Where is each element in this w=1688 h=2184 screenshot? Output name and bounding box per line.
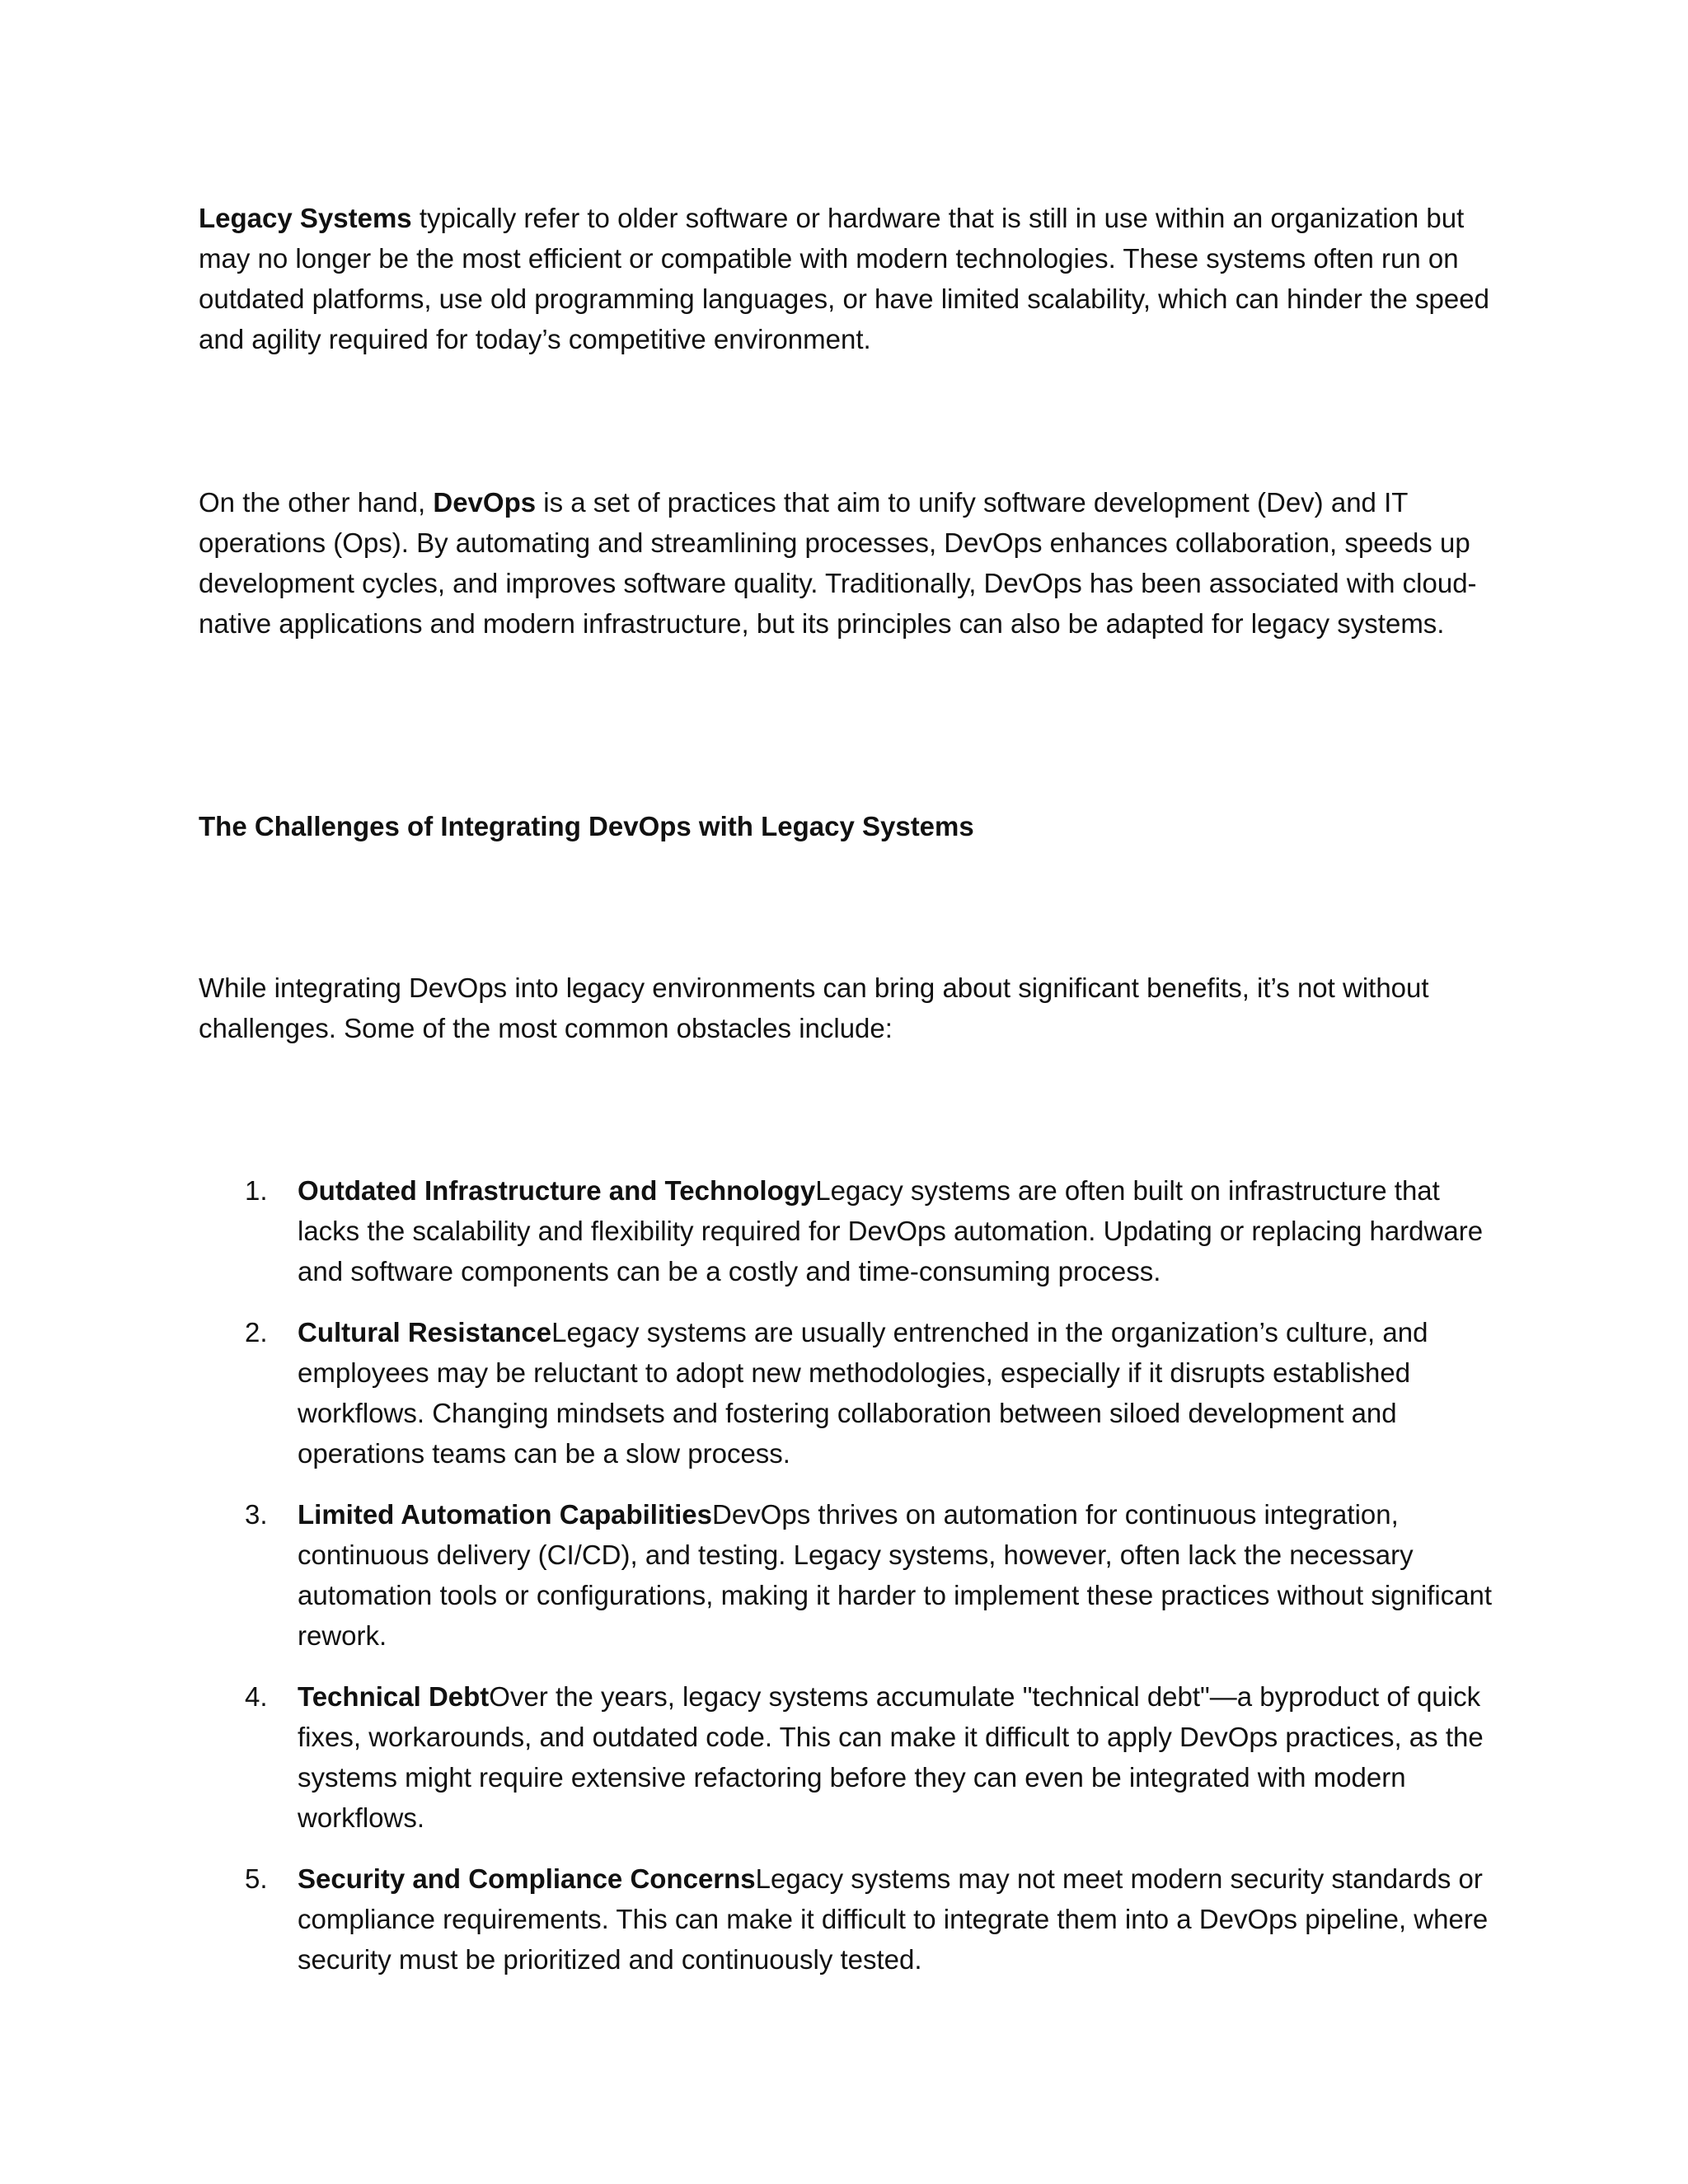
list-item: [199, 1858, 1497, 1980]
list-item-number: 5.: [245, 1863, 268, 1894]
list-item-text: Legacy systems are usually entrenched in the organization’s culture, and employees may be reluctant to adopt new methodologies, especially if it disrupts established workflows. Changing mindsets and fostering collaboration between siloed development and operations teams can be a slow process.: [298, 1317, 1428, 1469]
list-item-number: 1.: [245, 1175, 268, 1206]
list-item-text: Legacy systems may not meet modern security standards or compliance requirements. This can make it difficult to integrate them into a DevOps pipeline, where security must be prioritized and continuously tested.: [298, 1863, 1489, 1975]
list-item-title: Technical Debt: [298, 1681, 490, 1712]
list-item-number: 4.: [245, 1681, 268, 1712]
list-item: [199, 1494, 1497, 1656]
list-item-title: Limited Automation Capabilities: [298, 1499, 712, 1530]
list-item-text: Legacy systems are often built on infrastructure that lacks the scalability and flexibility required for DevOps automation. Updating or replacing hardware and software components can be a costly and time-consuming process.: [298, 1175, 1484, 1286]
intro-term: Legacy Systems: [199, 203, 412, 233]
devops-term: DevOps: [433, 487, 537, 518]
list-item: [199, 1312, 1497, 1474]
section-heading: The Challenges of Integrating DevOps with Legacy Systems: [199, 811, 974, 841]
challenges-intro-paragraph: While integrating DevOps into legacy environments can bring about significant benefits, it’s not without challenges. Some of the most common obstacles include:: [199, 972, 1429, 1043]
list-item-title: Outdated Infrastructure and Technology: [298, 1175, 816, 1206]
list-item-title: Cultural Resistance: [298, 1317, 552, 1347]
devops-text: is a set of practices that aim to unify software development (Dev) and IT operations (Ops). By automating and streamlining processes, DevOps enhances collaboration, speeds up development cycles, and improves software quality. Traditionally, DevOps has been associated with cloud-native applications and modern infrastructure, but its principles can also be adapted for legacy systems.: [199, 487, 1477, 639]
devops-lead: On the other hand,: [199, 487, 434, 518]
list-item-number: 3.: [245, 1499, 268, 1530]
list-item-number: 2.: [245, 1317, 268, 1347]
list-item: [199, 1170, 1497, 1291]
devops-paragraph: [199, 482, 1497, 644]
intro-text: typically refer to older software or hardware that is still in use within an organization but may no longer be the most efficient or compatible with modern technologies. These systems often run on outdated platforms, use old programming languages, or have limited scalability, which can hinder the speed and agility required for today’s competitive environment.: [199, 203, 1489, 354]
list-item-text: DevOps thrives on automation for continuous integration, continuous delivery (CI/CD), and testing. Legacy systems, however, often lack the necessary automation tools or configurations, making it harder to implement these practices without significant rework.: [298, 1499, 1493, 1651]
obstacles-list: [199, 1170, 1497, 2000]
list-item-text: Over the years, legacy systems accumulate "technical debt"—a byproduct of quick fixes, workarounds, and outdated code. This can make it difficult to apply DevOps practices, as the systems might require extensive refactoring before they can even be integrated with modern workflows.: [298, 1681, 1484, 1833]
list-item-title: Security and Compliance Concerns: [298, 1863, 756, 1894]
intro-paragraph: [199, 198, 1497, 359]
list-item: [199, 1676, 1497, 1838]
